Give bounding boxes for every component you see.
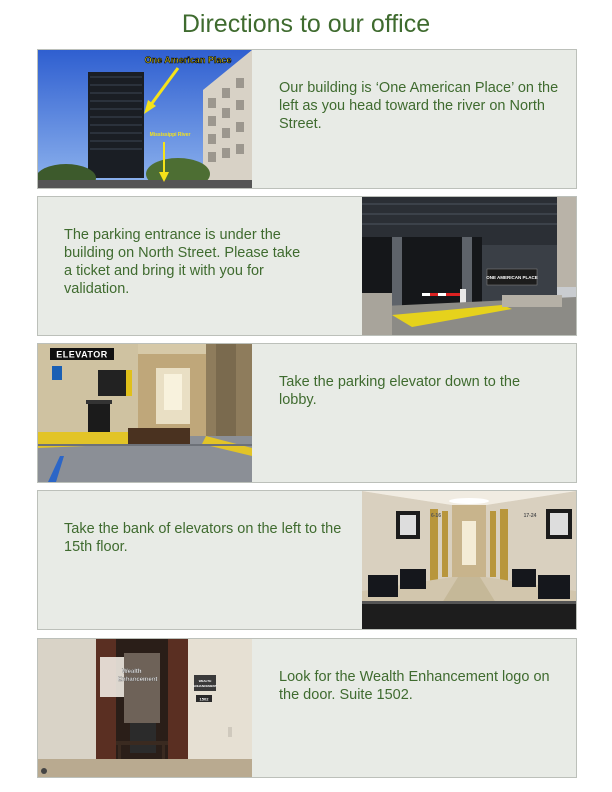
step-4-panel <box>37 490 577 630</box>
step-1-panel <box>37 49 577 189</box>
page-title: Directions to our office <box>181 10 431 38</box>
lobby-photo <box>362 491 576 629</box>
logo-wealth: Wealth <box>122 669 142 675</box>
parking-elevator-photo <box>38 344 252 482</box>
photo-label-building: One American Place <box>144 55 232 65</box>
step-4-text: Take the bank of elevators on the left to the 15th floor. <box>64 521 342 555</box>
step-5-text: Look for the Wealth Enhancement logo on the door. Suite 1502. <box>279 669 550 703</box>
plaque-suite-number: 1502 <box>199 696 209 702</box>
photo-label-floors-low: 6-16 <box>430 513 442 519</box>
step-1-text: Our building is ‘One American Place’ on the left as you head toward the river on North Street. <box>279 80 559 132</box>
plaque-enhancement: ENHANCEMENT <box>193 684 217 688</box>
photo-label-river: Mississippi River <box>149 132 191 138</box>
logo-enhancement: Enhancement <box>118 677 158 683</box>
step-2-text: The parking entrance is under the building on North Street. Please take a ticket and bring it with you for validation. <box>64 227 301 297</box>
step-2-panel <box>37 196 577 336</box>
suite-door-photo <box>38 639 252 777</box>
step-3-panel <box>37 343 577 483</box>
step-5-panel <box>37 638 577 778</box>
photo-label-sign: ONE AMERICAN PLACE <box>486 275 538 280</box>
photo-label-floors-high: 17-24 <box>523 513 537 519</box>
parking-entrance-photo <box>362 197 576 335</box>
building-exterior-photo <box>38 50 252 188</box>
plaque-wealth: WEALTH <box>198 679 212 683</box>
photo-label-elevator: ELEVATOR <box>56 349 108 360</box>
step-3-text: Take the parking elevator down to the lobby. <box>279 374 521 408</box>
